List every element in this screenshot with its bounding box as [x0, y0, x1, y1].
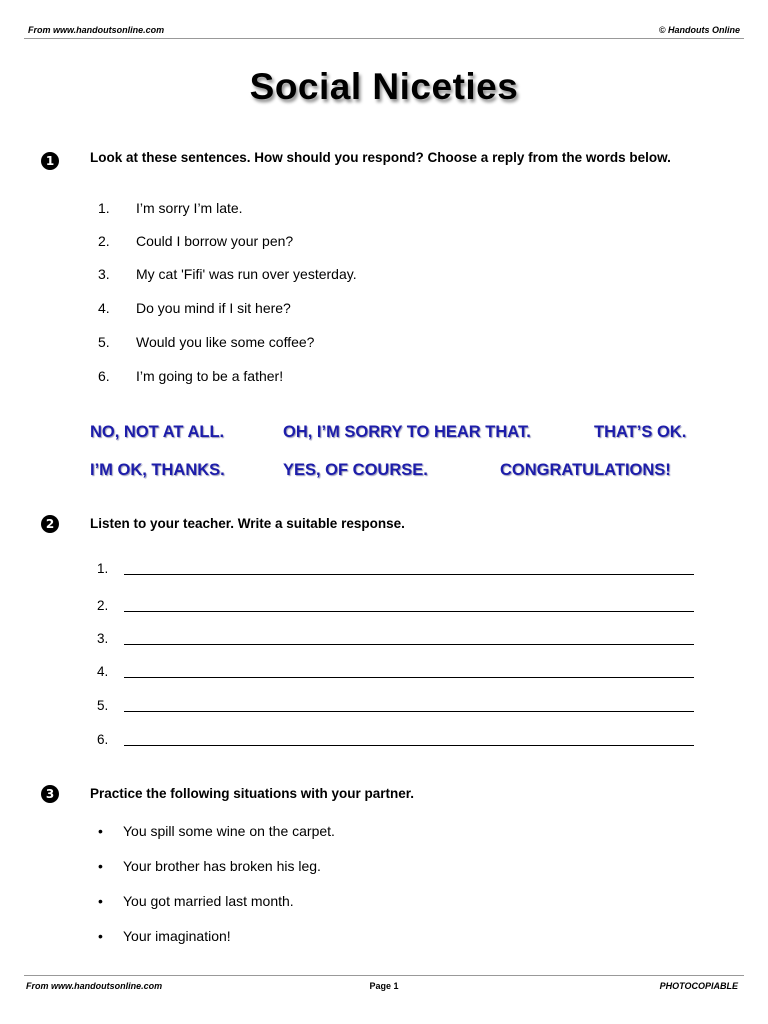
section-3-number-icon: 3 — [41, 785, 59, 803]
reply-option: YES, OF COURSE. — [283, 461, 428, 479]
bullet-icon: • — [98, 858, 103, 874]
answer-line[interactable] — [124, 677, 694, 678]
footer-source: From www.handoutsonline.com — [26, 981, 163, 991]
answer-line[interactable] — [124, 574, 694, 575]
list-item-number: 1. — [98, 200, 110, 216]
page-number: Page 1 — [369, 981, 399, 991]
bullet-icon: • — [98, 893, 103, 909]
list-item-number: 2. — [98, 233, 110, 249]
answer-line-row[interactable] — [97, 561, 697, 581]
situation-text: Your brother has broken his leg. — [123, 858, 321, 874]
answer-line[interactable] — [124, 745, 694, 746]
answer-line-number: 1. — [97, 561, 109, 576]
answer-line-number: 2. — [97, 598, 109, 613]
reply-option: THAT’S OK. — [594, 423, 687, 441]
header-rule — [24, 38, 744, 39]
page-title: Social Niceties — [249, 66, 519, 107]
section-3-instruction: Practice the following situations with your partner. — [90, 786, 415, 801]
situation-text: You spill some wine on the carpet. — [123, 823, 335, 839]
reply-option: NO, NOT AT ALL. — [90, 423, 225, 441]
answer-line-number: 5. — [97, 698, 109, 713]
footer-rule — [24, 975, 744, 976]
list-item-text: My cat 'Fifi' was run over yesterday. — [136, 266, 357, 282]
reply-option: I’M OK, THANKS. — [90, 461, 225, 479]
answer-line[interactable] — [124, 644, 694, 645]
list-item-text: I’m going to be a father! — [136, 368, 284, 384]
list-item-number: 5. — [98, 334, 110, 350]
answer-line-row[interactable] — [97, 698, 697, 718]
answer-line-row[interactable] — [97, 598, 697, 618]
header-source: From www.handoutsonline.com — [28, 25, 165, 35]
section-1-instruction: Look at these sentences. How should you respond? Choose a reply from the words below. — [90, 150, 671, 165]
section-1-number-icon: 1 — [41, 152, 59, 170]
list-item-text: Would you like some coffee? — [136, 334, 315, 350]
answer-line[interactable] — [124, 611, 694, 612]
section-2-instruction: Listen to your teacher. Write a suitable response. — [90, 516, 405, 531]
list-item-number: 6. — [98, 368, 110, 384]
list-item-text: Do you mind if I sit here? — [136, 300, 291, 316]
header-copyright: © Handouts Online — [658, 25, 740, 35]
answer-line-row[interactable] — [97, 732, 697, 752]
answer-line-number: 4. — [97, 664, 109, 679]
answer-line[interactable] — [124, 711, 694, 712]
answer-line-row[interactable] — [97, 631, 697, 651]
answer-line-row[interactable] — [97, 664, 697, 684]
bullet-icon: • — [98, 928, 103, 944]
reply-option: CONGRATULATIONS! — [500, 461, 671, 479]
list-item-text: I’m sorry I’m late. — [136, 200, 243, 216]
situation-text: Your imagination! — [123, 928, 231, 944]
list-item-text: Could I borrow your pen? — [136, 233, 294, 249]
answer-line-number: 6. — [97, 732, 109, 747]
list-item-number: 3. — [98, 266, 110, 282]
situation-text: You got married last month. — [123, 893, 294, 909]
reply-option: OH, I’M SORRY TO HEAR THAT. — [283, 423, 531, 441]
footer-photocopiable: PHOTOCOPIABLE — [659, 981, 738, 991]
list-item-number: 4. — [98, 300, 110, 316]
answer-line-number: 3. — [97, 631, 109, 646]
bullet-icon: • — [98, 823, 103, 839]
section-2-number-icon: 2 — [41, 515, 59, 533]
